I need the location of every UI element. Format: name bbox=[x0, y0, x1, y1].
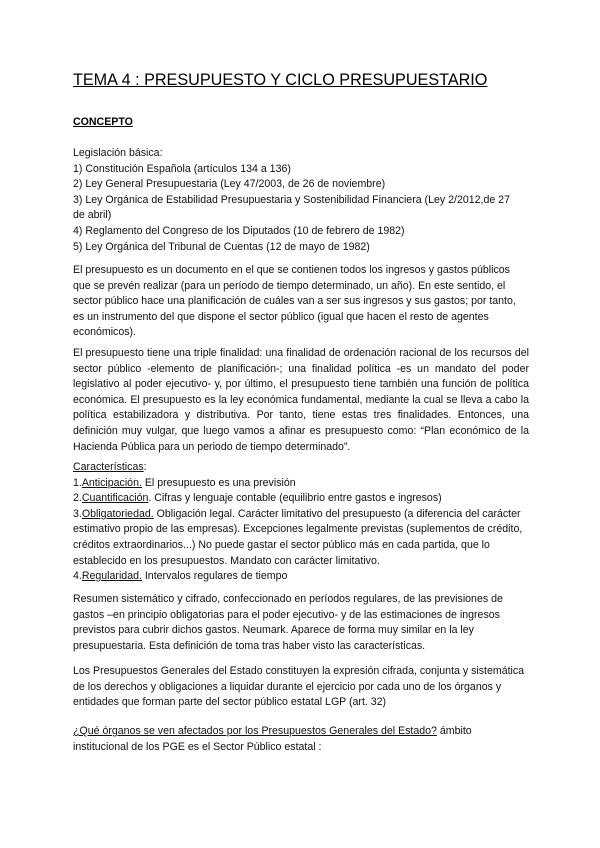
paragraph-text: El presupuesto tiene una triple finalidad: una finalidad de ordenación racional de los recursos del sector público -elemento de planificación-; una finalidad política -es un mandato del poder legislativo al poder ejecutivo- y, por último, el presupuesto tiene también una función de política económica. El presupuesto es la ley económica fundamental, mediante la cual se lleva a cabo la política estabilizadora y distributiva. Por tanto, tiene estas tres finalidades. Entonces, una definición muy vulgar, que luego vamos a afinar es presupuesto como: “Plan económico de la Hacienda Pública para un periodo de tiempo determinado”. bbox=[73, 347, 529, 453]
paragraph-text: Resumen sistemático y cifrado, confeccionado en períodos regulares, de las previsiones de gastos –en principio obligatorias para el poder ejecutivo- y de las estimaciones de ingresos previstos para cubrir dichos gastos. Neumark. Aparece de forma muy similar en la ley presupuestaria. Esta definición de toma tras haber visto las características. bbox=[73, 593, 503, 652]
item-text: . Cifras y lenguaje contable (equilibrio entre gastos e ingresos) bbox=[148, 492, 442, 505]
characteristics-block bbox=[73, 460, 523, 585]
characteristic-item bbox=[73, 569, 523, 585]
paragraph-definition bbox=[73, 263, 521, 341]
item-text: Obligación legal. Carácter limitativo del presupuesto (a diferencia del carácter estimativo propio de las empresas). Excepciones legalmente previstas (suplementos de crédito, créditos extraordinarios...) No puede gastar el sector público más en cada partida, que lo establecido en los presupuestos. Mandato con carácter limitativo. bbox=[73, 507, 523, 567]
item-number: 3. bbox=[73, 507, 82, 520]
legislation-heading: Legislación básica: bbox=[73, 147, 163, 159]
legislation-item: 3) Ley Orgánica de Estabilidad Presupuestaria y Sostenibilidad Financiera (Ley 2/2012,de 27 de abril) bbox=[73, 193, 510, 222]
paragraph-text: El presupuesto es un documento en el que se contienen todos los ingresos y gastos públicos que se prevén realizar (para un período de tiempo determinado, un año). En este sentido, el sector público hace una planificación de cuáles van a ser sus ingresos y sus gastos; por tanto, es un instrumento del que dispone el sector público (igual que hacen el resto de agentes económicos). bbox=[73, 264, 516, 339]
item-text: El presupuesto es una previsión bbox=[141, 476, 296, 489]
item-term: Regularidad. bbox=[81, 570, 142, 583]
item-text: Intervalos regulares de tiempo bbox=[141, 570, 288, 583]
paragraph-purpose bbox=[73, 346, 529, 455]
question-paragraph bbox=[73, 724, 523, 755]
characteristics-heading bbox=[73, 460, 523, 476]
paragraph-text bbox=[73, 724, 523, 755]
characteristic-item bbox=[73, 507, 523, 569]
characteristics-heading-text: Características bbox=[73, 461, 144, 473]
legislation-item: 2) Ley General Presupuestaria (Ley 47/2003, de 26 de noviembre) bbox=[73, 178, 386, 191]
item-number: 1. bbox=[73, 476, 82, 489]
legislation-item: 4) Reglamento del Congreso de los Diputados (10 de febrero de 1982) bbox=[73, 224, 405, 237]
legislation-item: 5) Ley Orgánica del Tribunal de Cuentas (12 de mayo de 1982) bbox=[73, 240, 370, 253]
section-heading: CONCEPTO bbox=[73, 116, 133, 128]
paragraph-pge bbox=[73, 664, 531, 711]
question-underlined: ¿Qué órganos se ven afectados por los Presupuestos Generales del Estado? bbox=[73, 725, 437, 737]
characteristic-item bbox=[73, 491, 523, 507]
paragraph-text: Los Presupuestos Generales del Estado constituyen la expresión cifrada, conjunta y sistemática de los derechos y obligaciones a liquidar durante el ejercicio por cada uno de los órganos y entidades que forman parte del sector público estatal LGP (art. 32) bbox=[73, 665, 525, 709]
item-term: Cuantificación bbox=[81, 492, 149, 505]
question-rest: ámbito institucional de los PGE es el Sector Público estatal : bbox=[73, 725, 472, 753]
characteristics-heading-suffix: : bbox=[143, 461, 147, 473]
legislation-block bbox=[73, 146, 529, 255]
characteristic-item bbox=[73, 476, 523, 492]
item-term: Obligatoriedad. bbox=[81, 507, 154, 520]
page-title: TEMA 4 : PRESUPUESTO Y CICLO PRESUPUESTARIO bbox=[73, 71, 488, 89]
item-number: 4. bbox=[73, 570, 82, 583]
paragraph-neumark bbox=[73, 592, 529, 654]
legislation-item: 1) Constitución Española (artículos 134 a 136) bbox=[73, 162, 291, 175]
item-number: 2. bbox=[73, 492, 82, 505]
item-term: Anticipación. bbox=[81, 476, 142, 489]
